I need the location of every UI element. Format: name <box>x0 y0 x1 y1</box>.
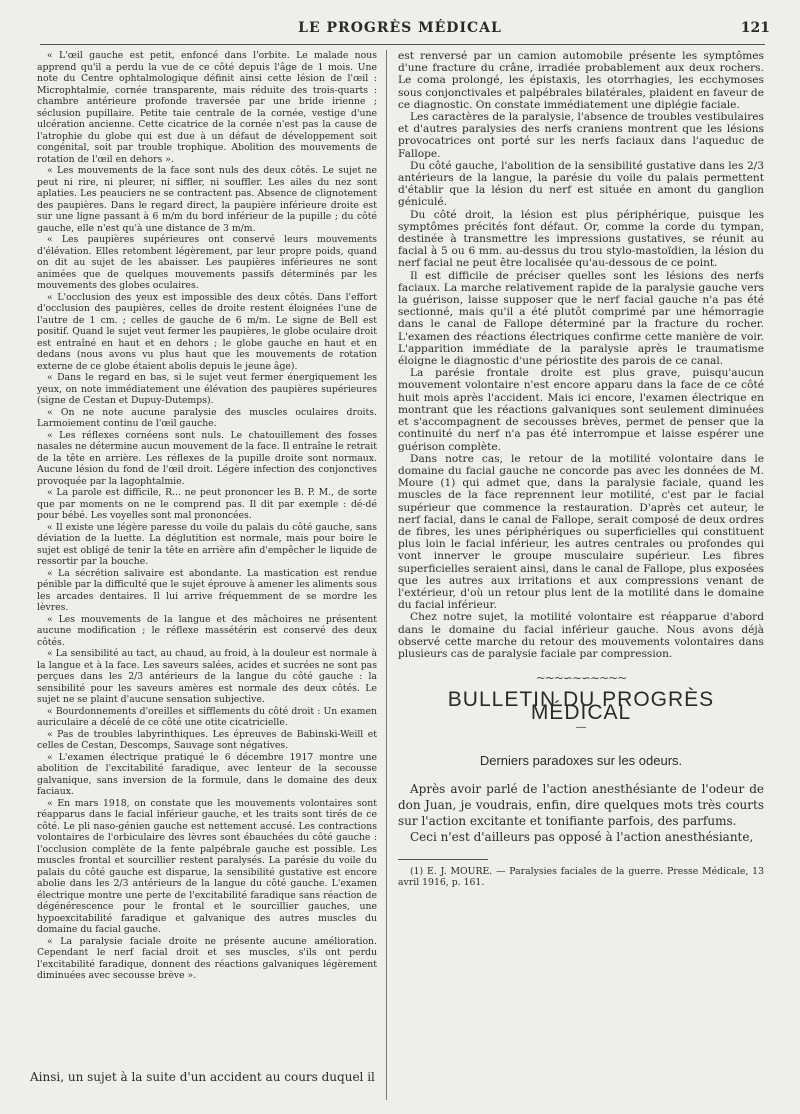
paragraph: « Bourdonnements d'oreilles et sifflements du côté droit : Un examen auriculaire a décelé de ce côté une otite cicatricielle. <box>37 705 377 728</box>
paragraph: « L'œil gauche est petit, enfoncé dans l'orbite. Le malade nous apprend qu'il a perdu la vue de ce côté depuis l'âge de 1 mois. Une note du Centre ophtalmologique définit ainsi cette lésion de l'œil : Microphtalmie, cornée transparente, mais réduite des trois-quarts : chambre antérieure profonde traversée par une bride irienne ; séclusion pupillaire. Petite taie centrale de la cornée, vestige d'une ulcération ancienne. Cette cicatrice de la cornée n'est pas la cause de l'atrophie du globe qui est due à un défaut de développement soit congénital, soit par trouble trophique. Abolition des mouvements de rotation de l'œil en dehors ». <box>37 50 377 165</box>
paragraph: Les caractères de la paralysie, l'absence de troubles vestibulaires et d'autres paralysies des nerfs craniens montrent que les lésions provocatrices ont porté sur les nerfs faciaux dans l'aqueduc de Fallope. <box>398 111 764 160</box>
paragraph: « Dans le regard en bas, si le sujet veut fermer énergiquement les yeux, on note immédiatement une élévation des paupières supérieures (signe de Cestan et Dupuy-Dutemps). <box>37 372 377 406</box>
paragraph: « L'examen électrique pratiqué le 6 décembre 1917 montre une abolition de l'excitabilité faradique, avec lenteur de la secousse galvanique, sans inversion de la formule, dans le domaine des deux faciaux. <box>37 751 377 797</box>
paragraph: « Pas de troubles labyrinthiques. Les épreuves de Babinski-Weill et celles de Cestan, Descomps, Sauvage sont négatives. <box>37 728 377 751</box>
paragraph: « La sensibilité au tact, au chaud, au froid, à la douleur est normale à la langue et à la face. Les saveurs salées, acides et sucrées ne sont pas perçues dans les 2/3 antérieurs de la langue du côté gauche : la sensibilité pour les saveurs amères est normale des deux côtés. Le sujet ne se plaint d'aucune sensation subjective. <box>37 648 377 705</box>
section-ornament: ~~~∽∼∽∼~~~ <box>535 671 627 686</box>
paragraph: La parésie frontale droite est plus grave, puisqu'aucun mouvement volontaire n'est encore apparu dans la face de ce côté huit mois après l'accident. Mais ici encore, l'examen électrique en montrant que les réactions galvaniques sont seulement diminuées et s'accompagnent de secousses brèves, permet de penser que la continuité du nerf n'a pas été interrompue et laisse espérer une guérison complète. <box>398 367 764 453</box>
paragraph: « Les mouvements de la face sont nuls des deux côtés. Le sujet ne peut ni rire, ni pleurer, ni siffler, ni souffler. Les ailes du nez sont aplaties. Les peauciers ne se contractent pas. Absence de clignotement des paupières. Dans le regard direct, la paupière inférieure droite est sur une ligne passant à 6 m/m du bord inférieur de la pupille ; du côté gauche, elle n'est qu'à une distance de 3 m/m. <box>37 165 377 234</box>
paragraph: « La parole est difficile, R... ne peut prononcer les B. P. M., de sorte que par moments on ne le comprend pas. Il dit par exemple : dé-dé pour bébé. Les voyelles sont mal prononcées. <box>37 487 377 521</box>
paragraph: est renversé par un camion automobile présente les symptômes d'une fracture du crâne, irradiée probablement aux deux rochers. Le coma prolongé, les épistaxis, les otorrhagies, les ecchymoses sous conjonctivales et palpébrales bilatérales, plaident en faveur de ce diagnostic. On constate immédiatement une diplégie faciale. <box>398 50 764 111</box>
paragraph: Il est difficile de préciser quelles sont les lésions des nerfs faciaux. La marche relativement rapide de la paralysie gauche vers la guérison, laisse supposer que le nerf facial gauche n'a pas été sectionné, mais qu'il a été plutôt comprimé par une hémorragie dans le canal de Fallope déterminé par la fracture du rocher. L'examen des réactions électriques confirme cette manière de voir. L'apparition immédiate de la paralysie après le traumatisme éloigne le diagnostic d'une périostite des parois de ce canal. <box>398 269 764 368</box>
article-body <box>398 781 764 845</box>
paragraph: « L'occlusion des yeux est impossible des deux côtés. Dans l'effort d'occlusion des paupières, celles de droite restent éloignées l'une de l'autre de 1 cm. ; celles de gauche de 6 m/m. Le signe de Bell est positif. Quand le sujet veut fermer les paupières, le globe oculaire droit est entraîné en haut et en dehors ; le globe gauche en haut et en dedans (nous avons vu plus haut que les mouvements de rotation externe de ce globe étaient abolis depuis le jeune âge). <box>37 291 377 372</box>
running-title: LE PROGRÈS MÉDICAL <box>298 20 502 36</box>
column-divider <box>386 50 387 1100</box>
right-column <box>398 50 764 888</box>
header-rule <box>40 44 765 45</box>
paragraph: « Les mouvements de la langue et des mâchoires ne présentent aucune modification ; le réflexe massétérin est conservé des deux côtés. <box>37 613 377 648</box>
title-dash: — <box>575 720 587 733</box>
paragraph: Après avoir parlé de l'action anesthésiante de l'odeur de don Juan, je voudrais, enfin, dire quelques mots très courts sur l'action excitante et tonifiante parfois, des parfums. <box>398 782 764 829</box>
paragraph: « La paralysie faciale droite ne présente aucune amélioration. Cependant le nerf facial droit et ses muscles, s'ils ont perdu l'excitabilité faradique, donnent des réactions galvaniques légèrement diminuées avec secousse brève ». <box>37 935 377 981</box>
paragraph: Dans notre cas, le retour de la motilité volontaire dans le domaine du facial gauche ne concorde pas avec les données de M. Moure (1) qui admet que, dans la paralysie faciale, quand les muscles de la face reprennent leur motilité, c'est par le facial supérieur que commence la restauration. D'après cet auteur, le nerf facial, dans le canal de Fallope, serait composé de deux ordres de fibres, les unes périphériques ou superficielles qui constituent plus loin le facial inférieur, les autres centrales ou profondes qui vont innerver le groupe musculaire supérieur. Les fibres superficielles seraient ainsi, dans le canal de Fallope, plus exposées que les autres aux irritations et aux compressions venant de l'extérieur, d'où un retour plus lent de la motilité dans le domaine du facial inférieur. <box>398 452 764 612</box>
paragraph: « Les réflexes cornéens sont nuls. Le chatouillement des fosses nasales ne détermine aucun mouvement de la face. Il entraîne le retrait de la tête en arrière. Les réflexes de la pupille droite sont normaux. Aucune lésion du fond de l'œil droit. Légère infection des conjonctives provoquée par la lagophtalmie. <box>37 429 377 487</box>
page-header <box>0 20 800 40</box>
left-column <box>27 50 377 982</box>
paragraph: Ceci n'est d'ailleurs pas opposé à l'action anesthésiante, <box>410 830 754 845</box>
paragraph: Chez notre sujet, la motilité volontaire est réapparue d'abord dans le domaine du facial inférieur gauche. Nous avons déjà observé cette marche du retour des mouvements volontaires dans plusieurs cas de paralysie faciale par compression. <box>398 611 764 660</box>
footnote-rule <box>398 859 488 860</box>
paragraph: « La sécrétion salivaire est abondante. La mastication est rendue pénible par la difficulté que le sujet éprouve à amener les aliments sous les arcades dentaires. Il lui arrive fréquemment de se mordre les lèvres. <box>37 567 377 613</box>
page-number: 121 <box>740 20 770 36</box>
paragraph: « Les paupières supérieures ont conservé leurs mouvements d'élévation. Elles retombent légèrement, par leur propre poids, quand on dit au sujet de les abaisser. Les paupières inférieures ne sont animées que de quelques mouvements passifs déterminés par les mouvements des globes oculaires. <box>37 234 377 291</box>
left-last-line: Ainsi, un sujet à la suite d'un accident au cours duquel il <box>30 1070 375 1084</box>
bulletin-title: BULLETIN DU PROGRÈS MÉDICAL <box>447 688 715 724</box>
article-title: Derniers paradoxes sur les odeurs. <box>479 752 683 768</box>
footnote: (1) E. J. MOURE. — Paralysies faciales de la guerre. Presse Médicale, 13 avril 1916, p. 161. <box>398 866 764 889</box>
paragraph: « Il existe une légère paresse du voile du palais du côté gauche, sans déviation de la luette. La déglutition est normale, mais pour boire le sujet est obligé de tenir la tête en arrière afin d'empêcher le liquide de ressortir par la bouche. <box>37 521 377 567</box>
paragraph: Du côté droit, la lésion est plus périphérique, puisque les symptômes précités font défaut. Or, comme la corde du tympan, destinée à transmettre les impressions gustatives, se réunit au facial à 5 ou 6 mm. au-dessus du trou stylo-mastoïdien, la lésion du nerf facial ne peut être localisée qu'au-dessous de ce point. <box>398 208 764 270</box>
paragraph: « En mars 1918, on constate que les mouvements volontaires sont réapparus dans le facial inférieur gauche, et les traits sont tirés de ce côté. Le pli naso-génien gauche est nettement accusé. Les contractions volontaires de l'orbiculaire des lèvres sont ébauchées du côté gauche : l'occlusion complète de la fente palpébrale gauche est possible. Les muscles frontal et sourcillier restent paralysés. La parésie du voile du palais du côté gauche est disparue, la sensibilité gustative est encore abolie dans les 2/3 antérieurs de la langue du côté gauche. L'examen électrique montre une perte de l'excitabilité faradique sans réaction de dégénérescence pour le frontal et le sourcillier gauches, une hypoexcitabilité faradique et galvanique des autres muscles du domaine du facial gauche. <box>37 797 377 935</box>
paragraph: « On ne note aucune paralysie des muscles oculaires droits. Larmoiement continu de l'œil gauche. <box>37 406 377 429</box>
paragraph: Du côté gauche, l'abolition de la sensibilité gustative dans les 2/3 antérieurs de la langue, la parésie du voile du palais permettent d'établir que la lésion du nerf est située en amont du ganglion géniculé. <box>398 159 764 209</box>
